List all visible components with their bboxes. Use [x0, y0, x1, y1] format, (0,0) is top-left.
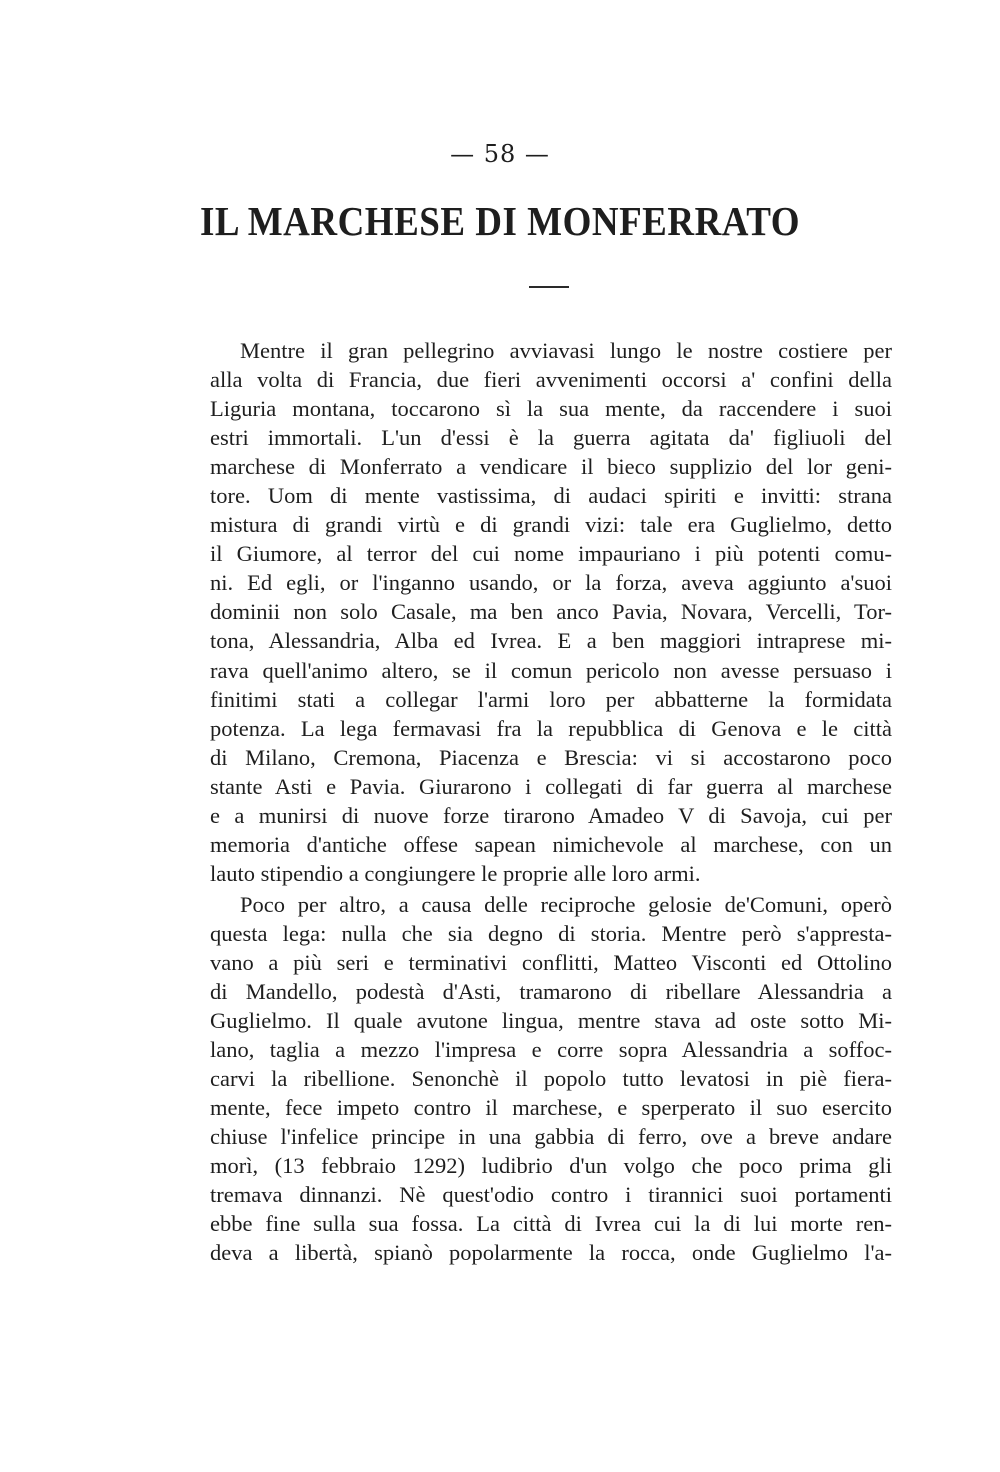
text-line: deva a libertà, spianò popolarmente la rocca, onde Guglielmo l'a-	[210, 1240, 892, 1266]
text-line: finitimi stati a collegar l'armi loro per abbatterne la formidata	[210, 686, 892, 712]
text-line: Liguria montana, toccarono sì la sua mente, da raccendere i suoi	[210, 396, 892, 422]
text-line: chiuse l'infelice principe in una gabbia di ferro, ove a breve andare	[210, 1124, 892, 1150]
text-line: vano a più seri e terminativi conflitti, Matteo Visconti ed Ottolino	[210, 949, 892, 975]
title-divider	[529, 286, 569, 288]
text-line: Guglielmo. Il quale avutone lingua, mentre stava ad oste sotto Mi-	[210, 1008, 892, 1034]
text-line: dominii non solo Casale, ma ben anco Pavia, Novara, Vercelli, Tor-	[210, 599, 892, 625]
body-text	[210, 336, 892, 1268]
text-line: lano, taglia a mezzo l'impresa e corre sopra Alessandria a soffoc-	[210, 1037, 892, 1063]
text-line: mente, fece impeto contro il marchese, e sperperato il suo esercito	[210, 1095, 892, 1121]
text-line: di Milano, Cremona, Piacenza e Brescia: vi si accostarono poco	[210, 744, 892, 770]
text-line: Poco per altro, a causa delle reciproche gelosie de'Comuni, operò	[240, 891, 892, 917]
paragraph-1	[210, 336, 892, 888]
text-line: rava quell'animo altero, se il comun pericolo non avesse persuaso i	[210, 657, 892, 683]
text-line: questa lega: nulla che sia degno di storia. Mentre però s'appresta-	[210, 920, 892, 946]
chapter-title: IL MARCHESE DI MONFERRATO	[199, 199, 801, 246]
text-line: morì, (13 febbraio 1292) ludibrio d'un volgo che poco prima gli	[210, 1153, 892, 1179]
text-line: alla volta di Francia, due fieri avvenimenti occorsi a' confini della	[210, 367, 892, 393]
page-number: — 58 —	[450, 140, 550, 168]
text-line: memoria d'antiche offese sapean nimichevole al marchese, con un	[210, 831, 892, 857]
text-line: tremava dinnanzi. Nè quest'odio contro i tirannici suoi portamenti	[210, 1182, 892, 1208]
text-line: stante Asti e Pavia. Giurarono i collegati di far guerra al marchese	[210, 773, 892, 799]
text-line: carvi la ribellione. Senonchè il popolo tutto levatosi in piè fiera-	[210, 1066, 892, 1092]
text-line: ebbe fine sulla sua fossa. La città di Ivrea cui la di lui morte ren-	[210, 1211, 892, 1237]
text-line: il Giumore, al terror del cui nome impauriano i più potenti comu-	[210, 541, 892, 567]
text-line: di Mandello, podestà d'Asti, tramarono di ribellare Alessandria a	[210, 979, 892, 1005]
paragraph-2	[210, 890, 892, 1268]
text-line: e a munirsi di nuove forze tirarono Amadeo V di Savoja, cui per	[210, 802, 892, 828]
text-line: tore. Uom di mente vastissima, di audaci spiriti e invitti: strana	[210, 483, 892, 509]
text-line: lauto stipendio a congiungere le proprie alle loro armi.	[210, 860, 701, 886]
text-line: mistura di grandi virtù e di grandi vizi: tale era Guglielmo, detto	[210, 512, 892, 538]
text-line: marchese di Monferrato a vendicare il bieco supplizio del lor geni-	[210, 454, 892, 480]
text-line: potenza. La lega fermavasi fra la repubblica di Genova e le città	[210, 715, 892, 741]
text-line: Mentre il gran pellegrino avviavasi lungo le nostre costiere per	[240, 338, 892, 363]
text-line: ni. Ed egli, or l'inganno usando, or la forza, aveva aggiunto a'suoi	[210, 570, 892, 596]
text-line: tona, Alessandria, Alba ed Ivrea. E a ben maggiori intraprese mi-	[210, 628, 892, 654]
text-line: estri immortali. L'un d'essi è la guerra agitata da' figliuoli del	[210, 425, 892, 451]
